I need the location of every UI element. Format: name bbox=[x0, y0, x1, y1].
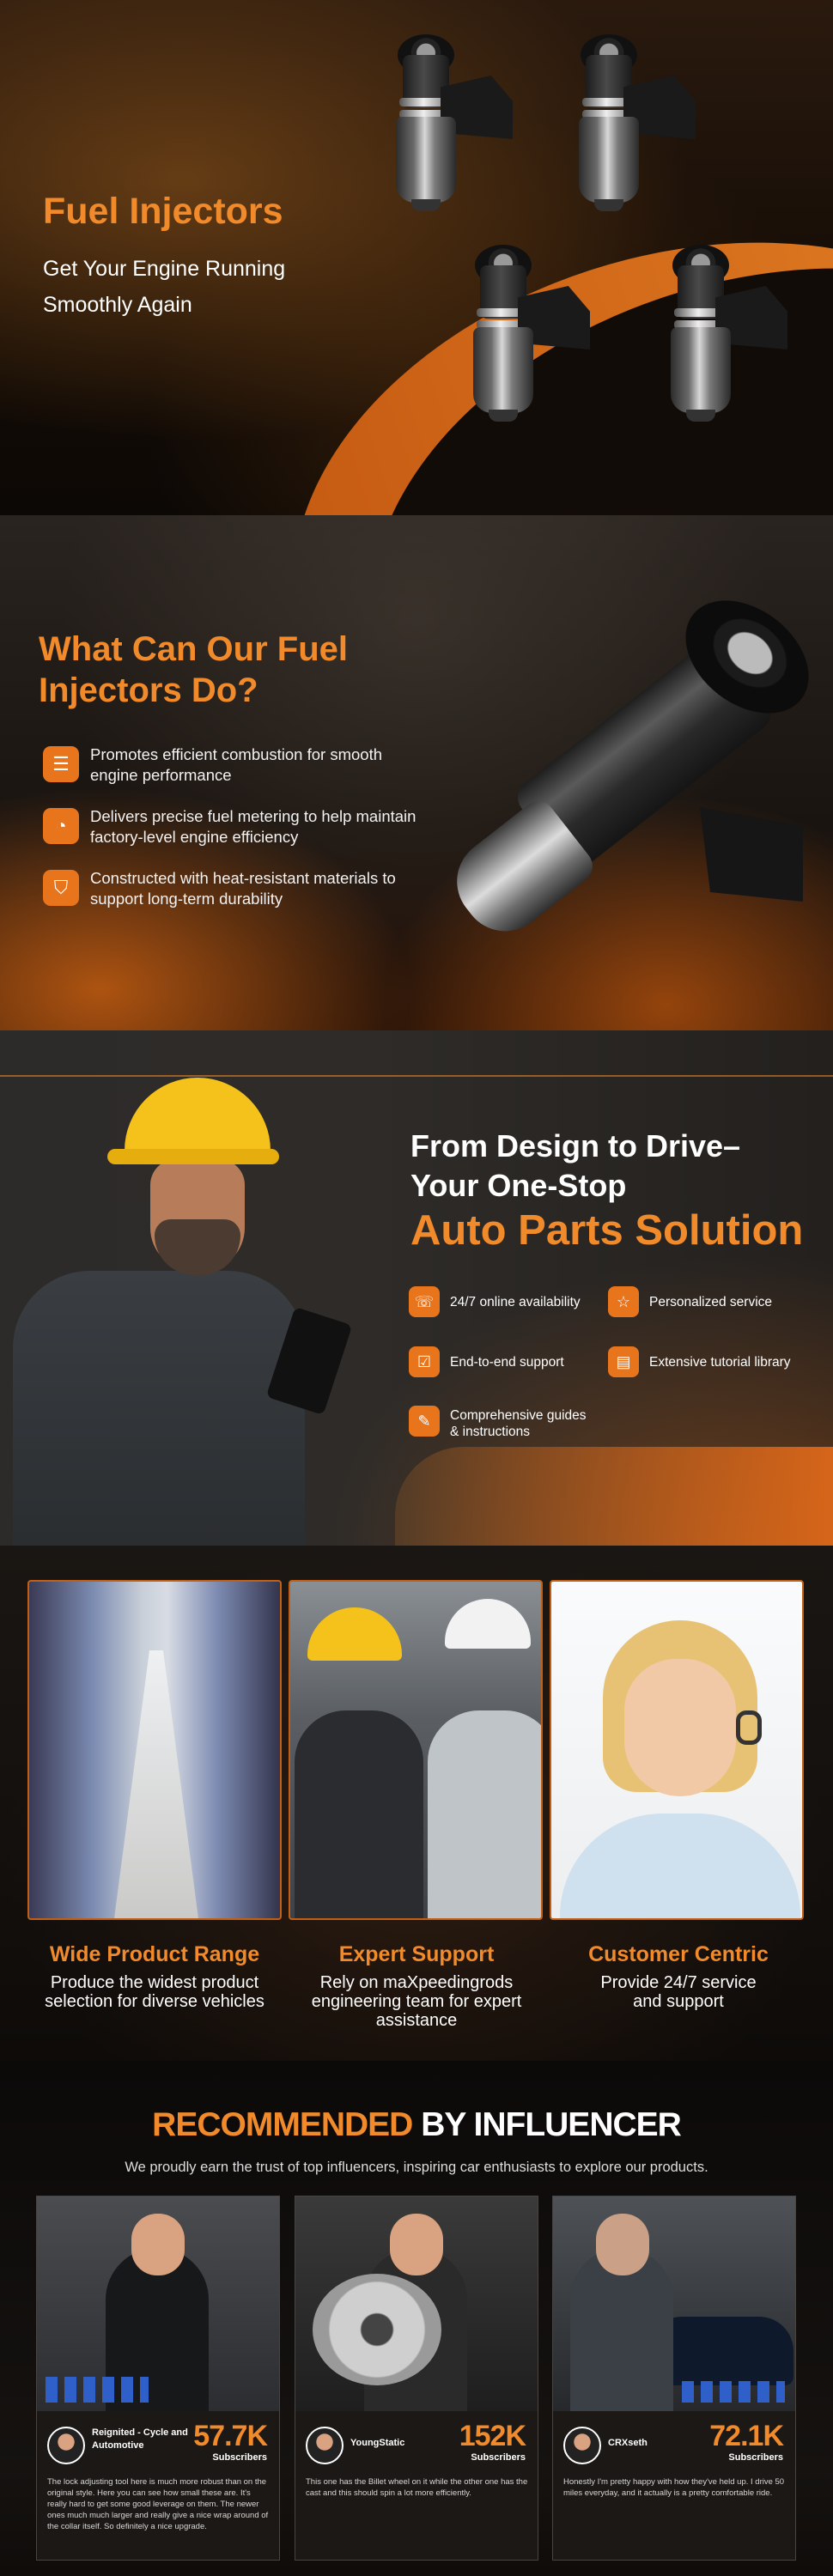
features-section bbox=[0, 1546, 833, 2061]
feature-text: Promotes efficient combustion for smooth engine performance bbox=[90, 745, 383, 784]
subscriber-label: Subscribers bbox=[212, 2452, 267, 2463]
influencer-card[interactable] bbox=[36, 2196, 280, 2561]
influencer-title bbox=[0, 2106, 833, 2144]
checklist-icon: ☑ bbox=[409, 1346, 440, 1377]
feature-text: Delivers precise fuel metering to help maintain factory-level engine efficiency bbox=[90, 807, 416, 846]
fuel-injector-closeup-image bbox=[447, 601, 824, 962]
avatar bbox=[306, 2427, 344, 2464]
worker-with-tablet-image bbox=[13, 1056, 382, 1546]
influencer-subtitle: We proudly earn the trust of top influencers, inspiring car enthusiasts to explore our products. bbox=[125, 2160, 708, 2175]
service-label: End-to-end support bbox=[450, 1355, 564, 1370]
influencer-section bbox=[0, 2061, 833, 2576]
feature-item bbox=[43, 805, 429, 853]
hero-subtitle: Get Your Engine Running Smoothly Again bbox=[43, 257, 286, 317]
guide-icon: ✎ bbox=[409, 1406, 440, 1437]
service-label: Comprehensive guides & instructions bbox=[450, 1408, 587, 1439]
service-item bbox=[608, 1286, 814, 1321]
influencer-card[interactable] bbox=[295, 2196, 538, 2561]
feature-text: Constructed with heat-resistant materials to support long-term durability bbox=[90, 869, 396, 908]
service-label: Extensive tutorial library bbox=[649, 1355, 791, 1370]
warehouse-image bbox=[27, 1580, 282, 1920]
feature-description: Provide 24/7 service and support bbox=[600, 1973, 757, 2011]
influencer-card[interactable] bbox=[552, 2196, 796, 2561]
influencer-photo bbox=[37, 2196, 279, 2411]
shield-icon: ⛉ bbox=[43, 870, 79, 906]
influencer-quote: The lock adjusting tool here is much more robust than on the original style. Here you can see how small these are. It's really hard to get some good leverage on them. The newer ones much much larger and really give a nice wrap around of the collar itself. So definitely a nice upgrade. bbox=[47, 2477, 269, 2531]
star-icon: ☆ bbox=[608, 1286, 639, 1317]
subscriber-count: 152K bbox=[459, 2420, 526, 2452]
feature-description: Rely on maXpeedingrods engineering team for expert assistance bbox=[311, 1973, 522, 2030]
what-can-section bbox=[0, 515, 833, 1030]
gauge-icon: ◔ bbox=[43, 808, 79, 844]
hero-title: Fuel Injectors bbox=[43, 191, 283, 232]
influencer-photo bbox=[295, 2196, 538, 2411]
influencer-name: CRXseth bbox=[608, 2438, 648, 2448]
title-rest: BY INFLUENCER bbox=[421, 2106, 681, 2143]
one-stop-title: From Design to Drive–Your One-Stop bbox=[410, 1128, 741, 1203]
subscriber-count: 72.1K bbox=[709, 2420, 783, 2452]
subscriber-label: Subscribers bbox=[728, 2452, 783, 2463]
influencer-name: Reignited - Cycle and Automotive bbox=[92, 2427, 188, 2451]
feature-title: Wide Product Range bbox=[49, 1942, 260, 1966]
section-title: What Can Our Fuel Injectors Do? bbox=[39, 630, 348, 709]
avatar bbox=[47, 2427, 85, 2464]
feature-item bbox=[43, 743, 429, 791]
customer-service-image bbox=[550, 1580, 804, 1920]
service-item bbox=[608, 1346, 814, 1381]
service-item bbox=[409, 1406, 598, 1440]
subscriber-count: 57.7K bbox=[193, 2420, 267, 2452]
hero-section bbox=[0, 0, 833, 515]
feature-item bbox=[43, 866, 429, 914]
feature-title: Customer Centric bbox=[588, 1942, 769, 1966]
list-icon: ☰ bbox=[43, 746, 79, 782]
one-stop-highlight: Auto Parts Solution bbox=[410, 1207, 804, 1254]
service-label: Personalized service bbox=[649, 1295, 773, 1309]
expert-support-image bbox=[289, 1580, 543, 1920]
headset-icon: ☏ bbox=[409, 1286, 440, 1317]
influencer-name: YoungStatic bbox=[350, 2438, 405, 2448]
avatar bbox=[563, 2427, 601, 2464]
service-item bbox=[409, 1286, 598, 1321]
influencer-photo bbox=[553, 2196, 795, 2411]
title-highlight: RECOMMENDED bbox=[152, 2106, 413, 2143]
orange-band bbox=[395, 1447, 833, 1546]
service-item bbox=[409, 1346, 598, 1381]
subscriber-label: Subscribers bbox=[471, 2452, 526, 2463]
feature-title: Expert Support bbox=[338, 1942, 495, 1966]
influencer-quote: Honestly I'm pretty happy with how they've held up. I drive 50 miles everyday, and it actually is a pretty comfortable ride. bbox=[563, 2477, 785, 2498]
service-label: 24/7 online availability bbox=[450, 1295, 581, 1309]
influencer-quote: This one has the Billet wheel on it while the other one has the cast and this should spin a lot more efficiently. bbox=[306, 2477, 528, 2498]
one-stop-section bbox=[0, 1030, 833, 1546]
feature-description: Produce the widest product selection for diverse vehicles bbox=[45, 1973, 264, 2011]
library-icon: ▤ bbox=[608, 1346, 639, 1377]
